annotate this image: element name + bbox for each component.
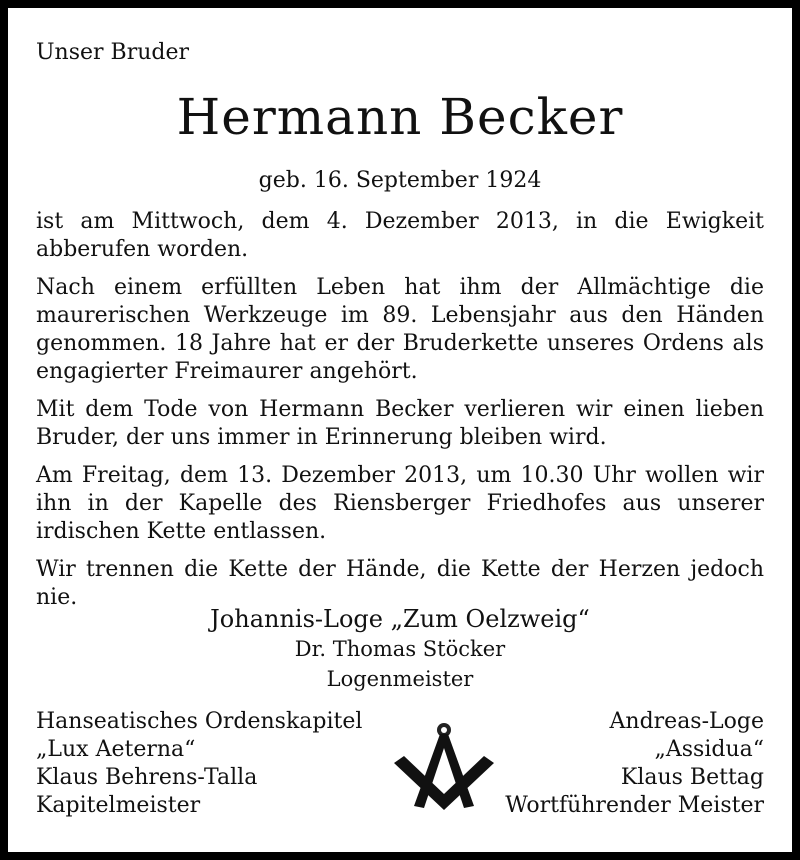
lodge-role: Logenmeister xyxy=(326,667,474,691)
left-role: Kapitelmeister xyxy=(36,793,201,818)
lodge-name: Johannis-Loge „Zum Oelzweig“ xyxy=(210,605,590,633)
paragraph: Mit dem Tode von Hermann Becker verlieren wir einen lieben Bruder, der uns immer in Erinnerung bleiben wird. xyxy=(36,397,764,450)
lodge-signature xyxy=(8,604,792,694)
right-role: Wortführender Meister xyxy=(505,793,764,818)
left-org: Hanseatisches Ordenskapitel xyxy=(36,709,363,734)
deceased-name: Hermann Becker xyxy=(176,88,624,146)
left-sub: „Lux Aeterna“ xyxy=(36,737,196,762)
signature-right xyxy=(505,708,764,820)
paragraph: Nach einem erfüllten Leben hat ihm der Allmächtige die maurerischen Werkzeuge im 89. Lebensjahr aus den Händen genommen. 18 Jahre hat er der Bruderkette unseres Ordens als engagierter Freimaurer angehört. xyxy=(36,275,764,384)
right-org: Andreas-Loge xyxy=(609,709,764,734)
right-person: Klaus Bettag xyxy=(620,765,764,790)
paragraph: Am Freitag, dem 13. Dezember 2013, um 10.30 Uhr wollen wir ihn in der Kapelle des Riensberger Friedhofes aus unserer irdischen Kette entlassen. xyxy=(36,463,764,544)
right-sub: „Assidua“ xyxy=(654,737,764,762)
intro-line: Unser Bruder xyxy=(36,40,190,65)
square-and-compasses-icon xyxy=(384,718,504,818)
notice-body xyxy=(36,208,764,622)
paragraph: Wir trennen die Kette der Hände, die Kette der Herzen jedoch nie. xyxy=(36,557,764,610)
paragraph: ist am Mittwoch, dem 4. Dezember 2013, in die Ewigkeit abberufen worden. xyxy=(36,209,764,262)
signature-left xyxy=(36,708,362,820)
left-person: Klaus Behrens-Talla xyxy=(36,765,258,790)
lodge-person: Dr. Thomas Stöcker xyxy=(294,637,506,661)
birth-date: geb. 16. September 1924 xyxy=(258,168,542,193)
